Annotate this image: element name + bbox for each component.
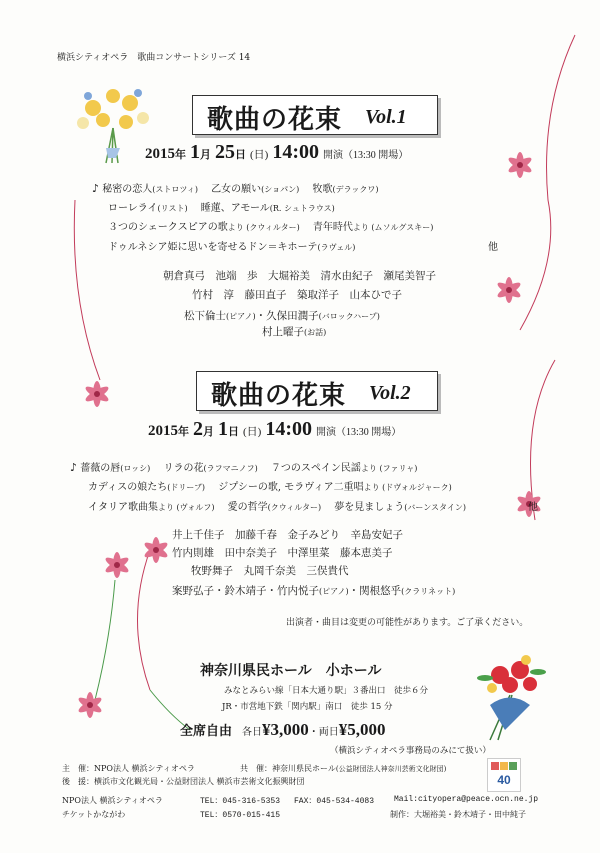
music-note-icon: ♪ bbox=[70, 461, 78, 474]
concert2-performers: 井上千佳子 加藤千春 金子みどり 辛島安妃子 bbox=[172, 529, 403, 541]
concert1-performers: 朝倉真弓 池端 歩 大堀裕美 清水由紀子 瀬尾美智子 bbox=[163, 270, 436, 282]
pink-flower-icon bbox=[70, 685, 110, 725]
concert1-title-box bbox=[192, 95, 438, 135]
concert2-performers: 牧野舞子 丸岡千奈美 三俣貴代 bbox=[191, 565, 349, 577]
host-credit: 主 催：NPO法人 横浜シティオペラ bbox=[62, 764, 195, 773]
venue-access: JR・市営地下鉄「関内駅」南口 徒歩 15 分 bbox=[222, 702, 393, 712]
concert1-program-line: ローレライ(リスト) 睡蓮、アモール(R. シュトラウス) bbox=[108, 203, 335, 214]
concert1-accompanists: 松下倫士(ピアノ)・久保田潤子(バロックハープ) bbox=[184, 310, 380, 322]
disclaimer: 出演者・曲目は変更の可能性があります。ご了承ください。 bbox=[286, 618, 529, 628]
concert1-title: 歌曲の花束 bbox=[207, 105, 343, 135]
bouquet-icon bbox=[470, 650, 550, 745]
anniversary-logo: 40 bbox=[487, 758, 521, 792]
concert2-program-line: カディスの娘たち(ドリーブ) ジプシーの歌, モラヴィア二重唱より (ドヴォルジャーク) bbox=[88, 482, 452, 493]
concert2-date: 2015年 2月 1日 (日) 14:00 開演（13:30 開場） bbox=[148, 418, 402, 440]
venue-name: 神奈川県民ホール 小ホール bbox=[200, 663, 382, 679]
venue-access: みなとみらい線「日本大通り駅」３番出口 徒歩６分 bbox=[224, 686, 429, 696]
concert1-vol: Vol.1 bbox=[365, 106, 407, 128]
concert2-title: 歌曲の花束 bbox=[211, 381, 347, 411]
tel1: TEL：045-316-5353 bbox=[200, 797, 281, 806]
music-note-icon: ♪ bbox=[92, 182, 100, 195]
pink-flower-icon bbox=[77, 374, 117, 414]
concert1-program-line: ドゥルネシア姫に思いを寄せるドン＝キホーテ(ラヴェル) bbox=[108, 242, 356, 253]
concert2-vol: Vol.2 bbox=[369, 382, 411, 404]
concert2-accompanists: 案野弘子・鈴木靖子・竹内悦子(ピアノ)・関根悠乎(クラリネット) bbox=[172, 585, 456, 597]
concert2-performers: 竹内則雄 田中奈美子 中澤里菜 藤本恵美子 bbox=[172, 547, 393, 559]
concert2-title-box bbox=[196, 371, 438, 411]
series-title: 横浜シティオペラ 歌曲コンサートシリーズ 14 bbox=[57, 53, 251, 63]
concert1-date: 2015年 1月 25日 (日) 14:00 開演（13:30 開場） bbox=[145, 141, 409, 163]
price-note: （横浜シティオペラ事務局のみにて扱い） bbox=[330, 746, 491, 756]
concert1-program-etc: 他 bbox=[488, 242, 498, 253]
concert1-performers: 竹村 淳 藤田直子 築取洋子 山本ひで子 bbox=[192, 289, 402, 301]
concert1-program-line: ♪ 秘密の恋人(ストロツィ) 乙女の願い(ショパン) 牧歌(デラックワ) bbox=[92, 182, 379, 195]
concert1-speaker: 村上曜子(お話) bbox=[262, 326, 327, 338]
concert2-program-line: ♪ 薔薇の唇(ロッシ) リラの花(ラフマニノフ) ７つのスペイン民謡より (ファリャ) bbox=[70, 461, 418, 474]
cohost-credit: 共 催：神奈川県民ホール(公益財団法人神奈川芸術文化財団) bbox=[240, 764, 447, 773]
producer-credit: 制作：大堀裕美・鈴木靖子・田中純子 bbox=[390, 810, 526, 819]
pink-flower-icon bbox=[136, 530, 176, 570]
concert2-program-line: イタリア歌曲集より (ヴォルフ) 愛の哲学(クウィルター) 夢を見ましょう(バーンスタイン) bbox=[88, 502, 466, 513]
pink-flower-icon bbox=[489, 270, 529, 310]
pink-flower-icon bbox=[97, 545, 137, 585]
concert2-program-etc: 他 bbox=[528, 502, 538, 513]
tel2: TEL：0570-015-415 bbox=[200, 811, 281, 820]
ticket-contact: チケットかながわ bbox=[62, 810, 126, 819]
ticket-price: 全席自由 各日¥3,000・両日¥5,000 bbox=[180, 720, 386, 739]
support-credit: 後 援：横浜市文化観光局・公益財団法人 横浜市芸術文化振興財団 bbox=[62, 777, 305, 786]
email: Mail:cityopera@peace.ocn.ne.jp bbox=[394, 795, 539, 804]
pink-flower-icon bbox=[500, 145, 540, 185]
fax1: FAX：045-534-4083 bbox=[294, 797, 375, 806]
concert1-program-line: ３つのシェークスピアの歌より (クウィルター) 青年時代より (ムソルグスキー) bbox=[108, 222, 434, 233]
org-contact: NPO法人 横浜シティオペラ bbox=[62, 796, 163, 805]
